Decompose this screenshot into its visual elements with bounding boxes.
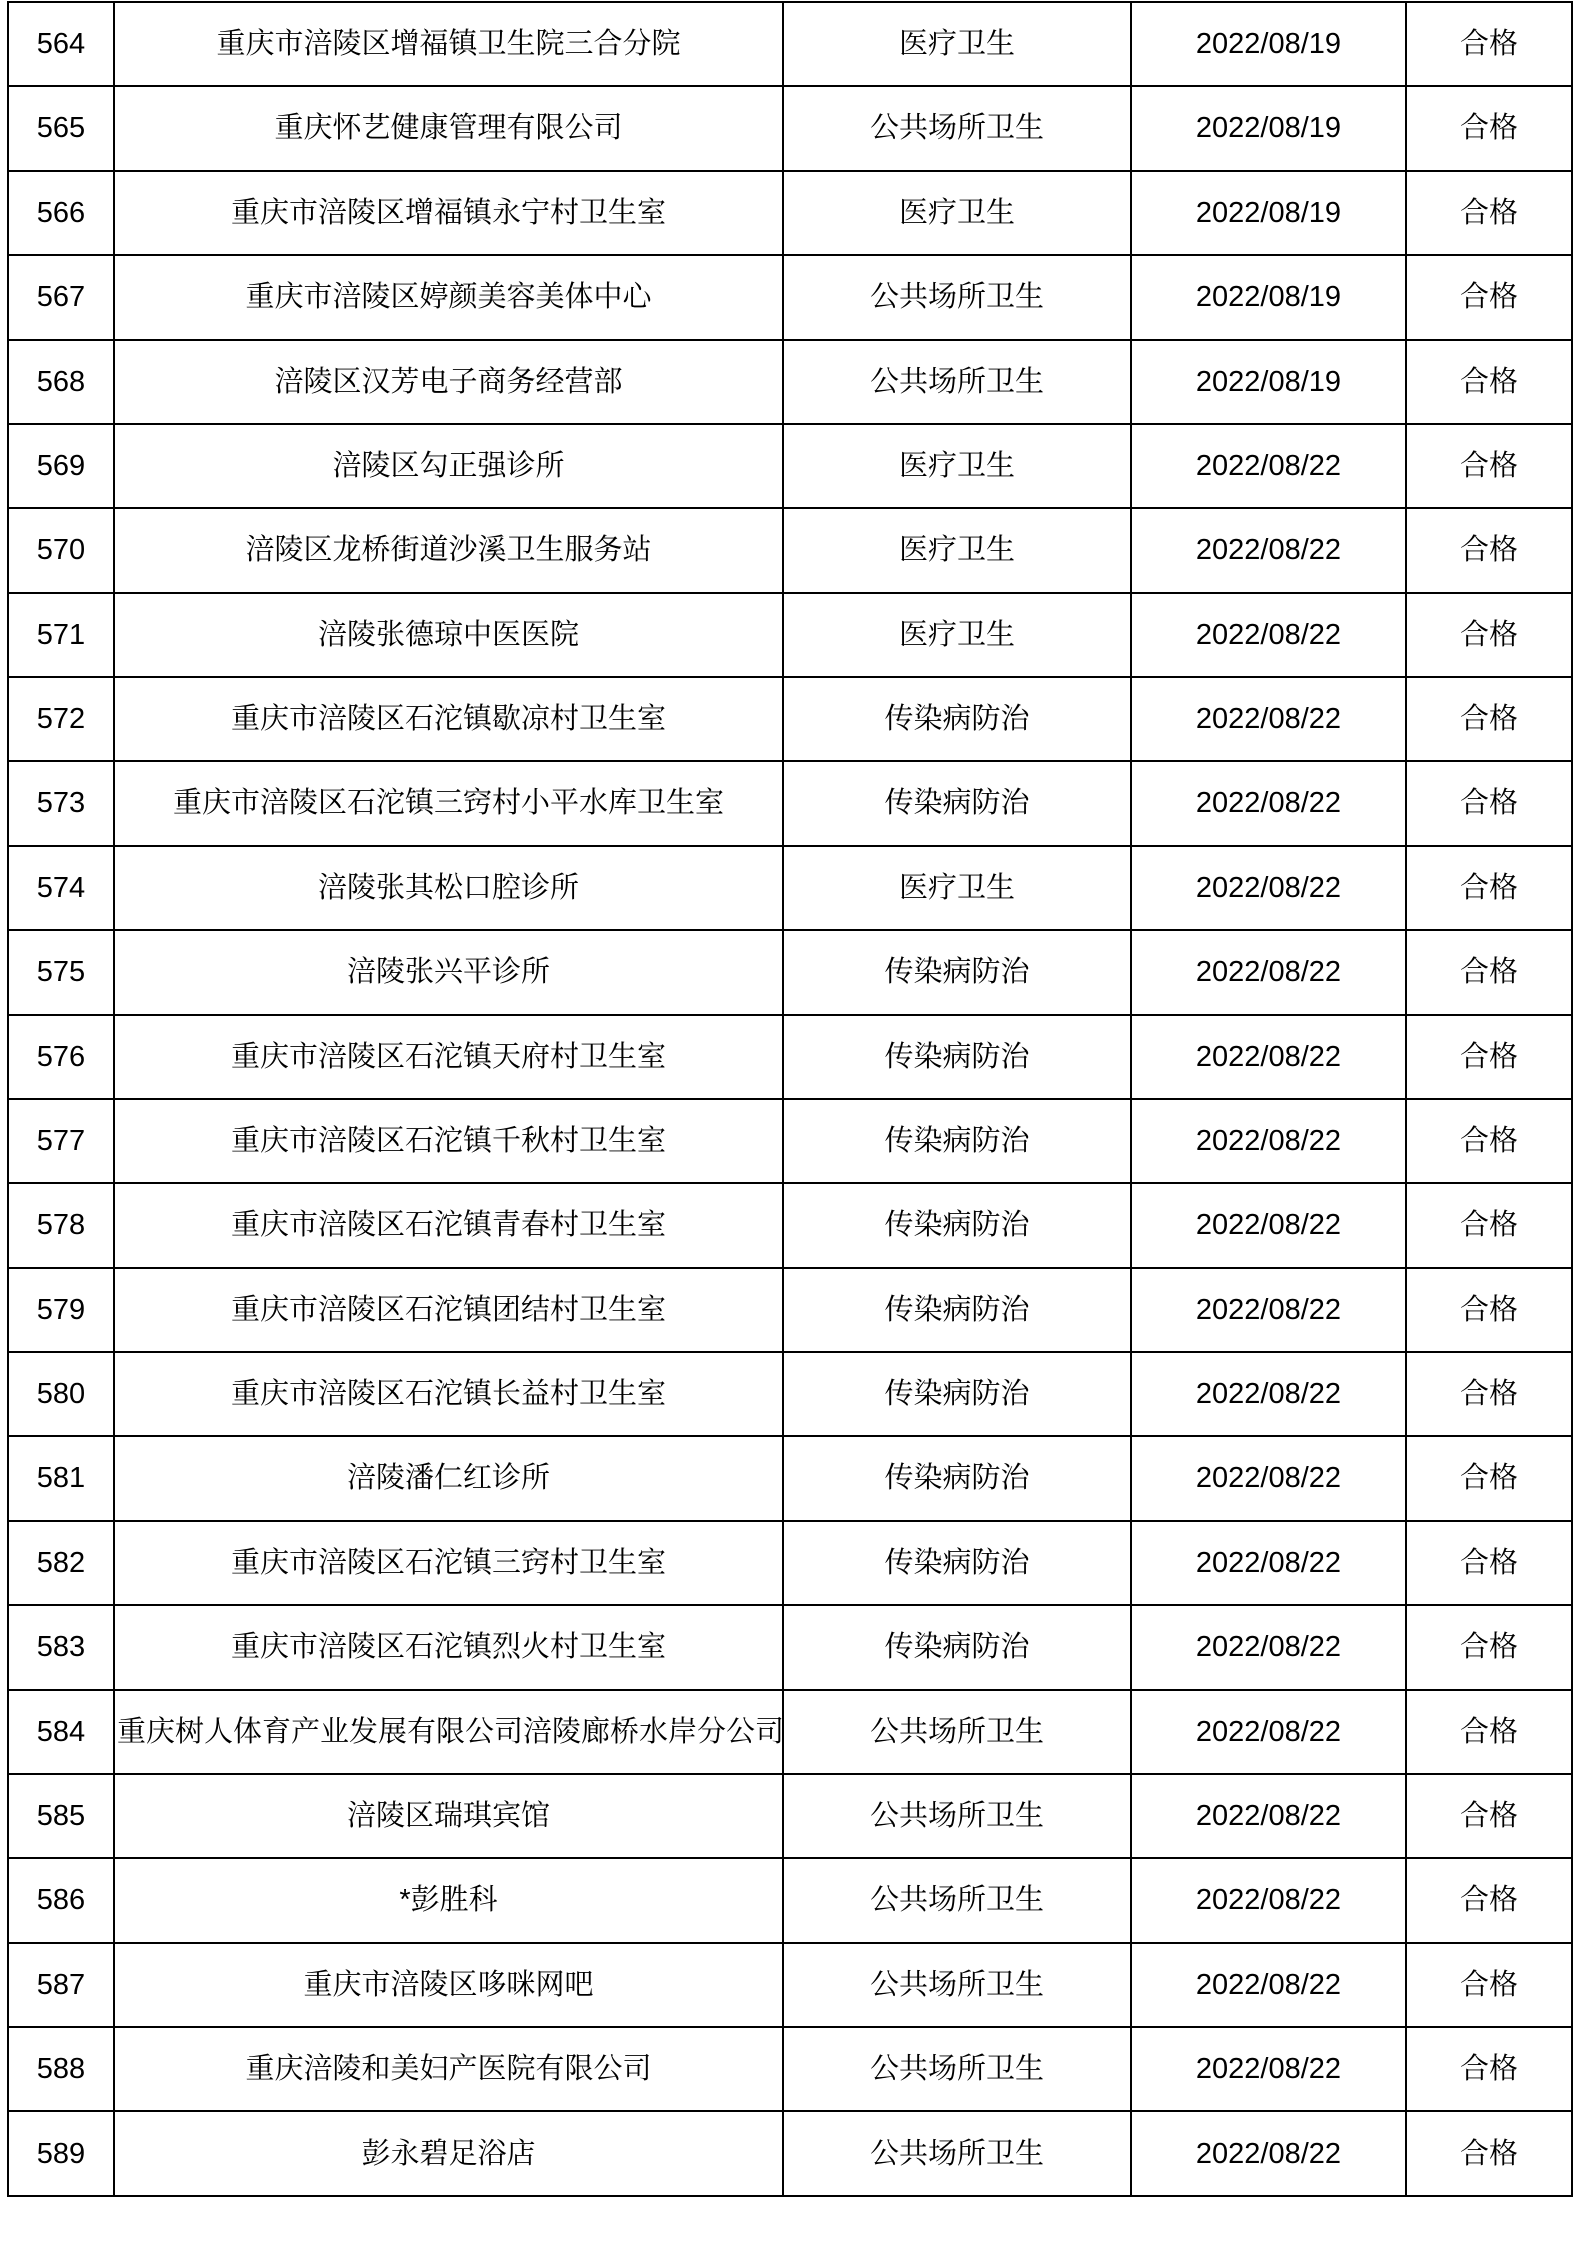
category-cell: 医疗卫生 xyxy=(783,508,1131,592)
date-cell: 2022/08/22 xyxy=(1131,1858,1406,1942)
table-row xyxy=(8,255,1572,339)
row-number-cell: 577 xyxy=(8,1099,114,1183)
org-name-cell: 重庆市涪陵区婷颜美容美体中心 xyxy=(114,255,783,339)
result-cell: 合格 xyxy=(1406,593,1572,677)
date-cell: 2022/08/22 xyxy=(1131,424,1406,508)
result-cell: 合格 xyxy=(1406,255,1572,339)
category-cell: 传染病防治 xyxy=(783,1183,1131,1267)
row-number-cell: 573 xyxy=(8,761,114,845)
result-cell: 合格 xyxy=(1406,1690,1572,1774)
row-number-cell: 578 xyxy=(8,1183,114,1267)
category-cell: 传染病防治 xyxy=(783,1352,1131,1436)
category-cell: 传染病防治 xyxy=(783,1015,1131,1099)
row-number-cell: 576 xyxy=(8,1015,114,1099)
org-name-cell: 涪陵区龙桥街道沙溪卫生服务站 xyxy=(114,508,783,592)
date-cell: 2022/08/22 xyxy=(1131,1690,1406,1774)
org-name-cell: 彭永碧足浴店 xyxy=(114,2111,783,2196)
table-row xyxy=(8,1605,1572,1689)
date-cell: 2022/08/22 xyxy=(1131,1605,1406,1689)
date-cell: 2022/08/19 xyxy=(1131,171,1406,255)
row-number-cell: 572 xyxy=(8,677,114,761)
result-cell: 合格 xyxy=(1406,1268,1572,1352)
table-row xyxy=(8,1352,1572,1436)
date-cell: 2022/08/19 xyxy=(1131,255,1406,339)
category-cell: 公共场所卫生 xyxy=(783,1858,1131,1942)
row-number-cell: 584 xyxy=(8,1690,114,1774)
date-cell: 2022/08/22 xyxy=(1131,593,1406,677)
org-name-cell: 重庆市涪陵区石沱镇长益村卫生室 xyxy=(114,1352,783,1436)
result-cell: 合格 xyxy=(1406,340,1572,424)
org-name-cell: 涪陵潘仁红诊所 xyxy=(114,1436,783,1520)
result-cell: 合格 xyxy=(1406,424,1572,508)
category-cell: 公共场所卫生 xyxy=(783,2111,1131,2196)
date-cell: 2022/08/19 xyxy=(1131,2,1406,86)
result-cell: 合格 xyxy=(1406,1943,1572,2027)
table-row xyxy=(8,2,1572,86)
result-cell: 合格 xyxy=(1406,2,1572,86)
row-number-cell: 574 xyxy=(8,846,114,930)
table-row xyxy=(8,1183,1572,1267)
row-number-cell: 567 xyxy=(8,255,114,339)
category-cell: 传染病防治 xyxy=(783,1436,1131,1520)
category-cell: 传染病防治 xyxy=(783,1521,1131,1605)
row-number-cell: 586 xyxy=(8,1858,114,1942)
category-cell: 公共场所卫生 xyxy=(783,340,1131,424)
row-number-cell: 569 xyxy=(8,424,114,508)
category-cell: 医疗卫生 xyxy=(783,593,1131,677)
date-cell: 2022/08/22 xyxy=(1131,761,1406,845)
date-cell: 2022/08/22 xyxy=(1131,1268,1406,1352)
date-cell: 2022/08/22 xyxy=(1131,1943,1406,2027)
table-row xyxy=(8,761,1572,845)
date-cell: 2022/08/19 xyxy=(1131,340,1406,424)
org-name-cell: 重庆涪陵和美妇产医院有限公司 xyxy=(114,2027,783,2111)
result-cell: 合格 xyxy=(1406,1183,1572,1267)
result-cell: 合格 xyxy=(1406,86,1572,170)
category-cell: 公共场所卫生 xyxy=(783,255,1131,339)
date-cell: 2022/08/22 xyxy=(1131,508,1406,592)
date-cell: 2022/08/22 xyxy=(1131,1183,1406,1267)
row-number-cell: 579 xyxy=(8,1268,114,1352)
org-name-cell: 重庆市涪陵区石沱镇千秋村卫生室 xyxy=(114,1099,783,1183)
table-row xyxy=(8,1943,1572,2027)
category-cell: 传染病防治 xyxy=(783,1099,1131,1183)
row-number-cell: 589 xyxy=(8,2111,114,2196)
result-cell: 合格 xyxy=(1406,930,1572,1014)
org-name-cell: 重庆市涪陵区增福镇卫生院三合分院 xyxy=(114,2,783,86)
row-number-cell: 585 xyxy=(8,1774,114,1858)
result-cell: 合格 xyxy=(1406,1015,1572,1099)
result-cell: 合格 xyxy=(1406,1774,1572,1858)
date-cell: 2022/08/22 xyxy=(1131,2027,1406,2111)
result-cell: 合格 xyxy=(1406,2027,1572,2111)
org-name-cell: 涪陵张兴平诊所 xyxy=(114,930,783,1014)
table-row xyxy=(8,1858,1572,1942)
table-row xyxy=(8,1690,1572,1774)
row-number-cell: 588 xyxy=(8,2027,114,2111)
category-cell: 医疗卫生 xyxy=(783,2,1131,86)
org-name-cell: 重庆市涪陵区石沱镇天府村卫生室 xyxy=(114,1015,783,1099)
org-name-cell: 重庆市涪陵区石沱镇歇凉村卫生室 xyxy=(114,677,783,761)
date-cell: 2022/08/22 xyxy=(1131,1774,1406,1858)
date-cell: 2022/08/22 xyxy=(1131,1015,1406,1099)
category-cell: 公共场所卫生 xyxy=(783,86,1131,170)
result-cell: 合格 xyxy=(1406,761,1572,845)
row-number-cell: 575 xyxy=(8,930,114,1014)
table-row xyxy=(8,1268,1572,1352)
inspection-results-table xyxy=(7,1,1573,2197)
row-number-cell: 582 xyxy=(8,1521,114,1605)
org-name-cell: *彭胜科 xyxy=(114,1858,783,1942)
category-cell: 医疗卫生 xyxy=(783,846,1131,930)
table-row xyxy=(8,1774,1572,1858)
result-cell: 合格 xyxy=(1406,2111,1572,2196)
category-cell: 传染病防治 xyxy=(783,677,1131,761)
category-cell: 公共场所卫生 xyxy=(783,1690,1131,1774)
row-number-cell: 581 xyxy=(8,1436,114,1520)
org-name-cell: 涪陵区勾正强诊所 xyxy=(114,424,783,508)
row-number-cell: 587 xyxy=(8,1943,114,2027)
table-row xyxy=(8,424,1572,508)
date-cell: 2022/08/22 xyxy=(1131,1099,1406,1183)
date-cell: 2022/08/22 xyxy=(1131,1521,1406,1605)
table-row xyxy=(8,846,1572,930)
org-name-cell: 重庆市涪陵区哆咪网吧 xyxy=(114,1943,783,2027)
result-cell: 合格 xyxy=(1406,846,1572,930)
org-name-cell: 重庆树人体育产业发展有限公司涪陵廊桥水岸分公司 xyxy=(114,1690,783,1774)
category-cell: 传染病防治 xyxy=(783,1605,1131,1689)
row-number-cell: 583 xyxy=(8,1605,114,1689)
result-cell: 合格 xyxy=(1406,508,1572,592)
table-body xyxy=(8,2,1572,2196)
org-name-cell: 重庆怀艺健康管理有限公司 xyxy=(114,86,783,170)
table-row xyxy=(8,593,1572,677)
org-name-cell: 重庆市涪陵区石沱镇青春村卫生室 xyxy=(114,1183,783,1267)
category-cell: 传染病防治 xyxy=(783,761,1131,845)
result-cell: 合格 xyxy=(1406,1858,1572,1942)
category-cell: 医疗卫生 xyxy=(783,171,1131,255)
category-cell: 医疗卫生 xyxy=(783,424,1131,508)
table-row xyxy=(8,1436,1572,1520)
table-row xyxy=(8,930,1572,1014)
org-name-cell: 涪陵区汉芳电子商务经营部 xyxy=(114,340,783,424)
category-cell: 公共场所卫生 xyxy=(783,2027,1131,2111)
category-cell: 传染病防治 xyxy=(783,1268,1131,1352)
result-cell: 合格 xyxy=(1406,677,1572,761)
table-row xyxy=(8,340,1572,424)
table-row xyxy=(8,1015,1572,1099)
row-number-cell: 580 xyxy=(8,1352,114,1436)
table-row xyxy=(8,2027,1572,2111)
row-number-cell: 570 xyxy=(8,508,114,592)
table-row xyxy=(8,86,1572,170)
row-number-cell: 565 xyxy=(8,86,114,170)
row-number-cell: 571 xyxy=(8,593,114,677)
org-name-cell: 重庆市涪陵区石沱镇团结村卫生室 xyxy=(114,1268,783,1352)
org-name-cell: 重庆市涪陵区石沱镇三窍村小平水库卫生室 xyxy=(114,761,783,845)
result-cell: 合格 xyxy=(1406,1521,1572,1605)
org-name-cell: 重庆市涪陵区石沱镇烈火村卫生室 xyxy=(114,1605,783,1689)
org-name-cell: 涪陵张德琼中医医院 xyxy=(114,593,783,677)
table-row xyxy=(8,677,1572,761)
row-number-cell: 566 xyxy=(8,171,114,255)
result-cell: 合格 xyxy=(1406,1605,1572,1689)
category-cell: 传染病防治 xyxy=(783,930,1131,1014)
date-cell: 2022/08/22 xyxy=(1131,677,1406,761)
result-cell: 合格 xyxy=(1406,171,1572,255)
date-cell: 2022/08/22 xyxy=(1131,2111,1406,2196)
table-row xyxy=(8,1099,1572,1183)
table-row xyxy=(8,2111,1572,2196)
category-cell: 公共场所卫生 xyxy=(783,1774,1131,1858)
category-cell: 公共场所卫生 xyxy=(783,1943,1131,2027)
result-cell: 合格 xyxy=(1406,1099,1572,1183)
date-cell: 2022/08/22 xyxy=(1131,1436,1406,1520)
table-row xyxy=(8,171,1572,255)
row-number-cell: 564 xyxy=(8,2,114,86)
table-row xyxy=(8,508,1572,592)
org-name-cell: 涪陵区瑞琪宾馆 xyxy=(114,1774,783,1858)
result-cell: 合格 xyxy=(1406,1352,1572,1436)
date-cell: 2022/08/22 xyxy=(1131,1352,1406,1436)
result-cell: 合格 xyxy=(1406,1436,1572,1520)
date-cell: 2022/08/19 xyxy=(1131,86,1406,170)
table-row xyxy=(8,1521,1572,1605)
date-cell: 2022/08/22 xyxy=(1131,846,1406,930)
org-name-cell: 涪陵张其松口腔诊所 xyxy=(114,846,783,930)
org-name-cell: 重庆市涪陵区增福镇永宁村卫生室 xyxy=(114,171,783,255)
date-cell: 2022/08/22 xyxy=(1131,930,1406,1014)
row-number-cell: 568 xyxy=(8,340,114,424)
org-name-cell: 重庆市涪陵区石沱镇三窍村卫生室 xyxy=(114,1521,783,1605)
